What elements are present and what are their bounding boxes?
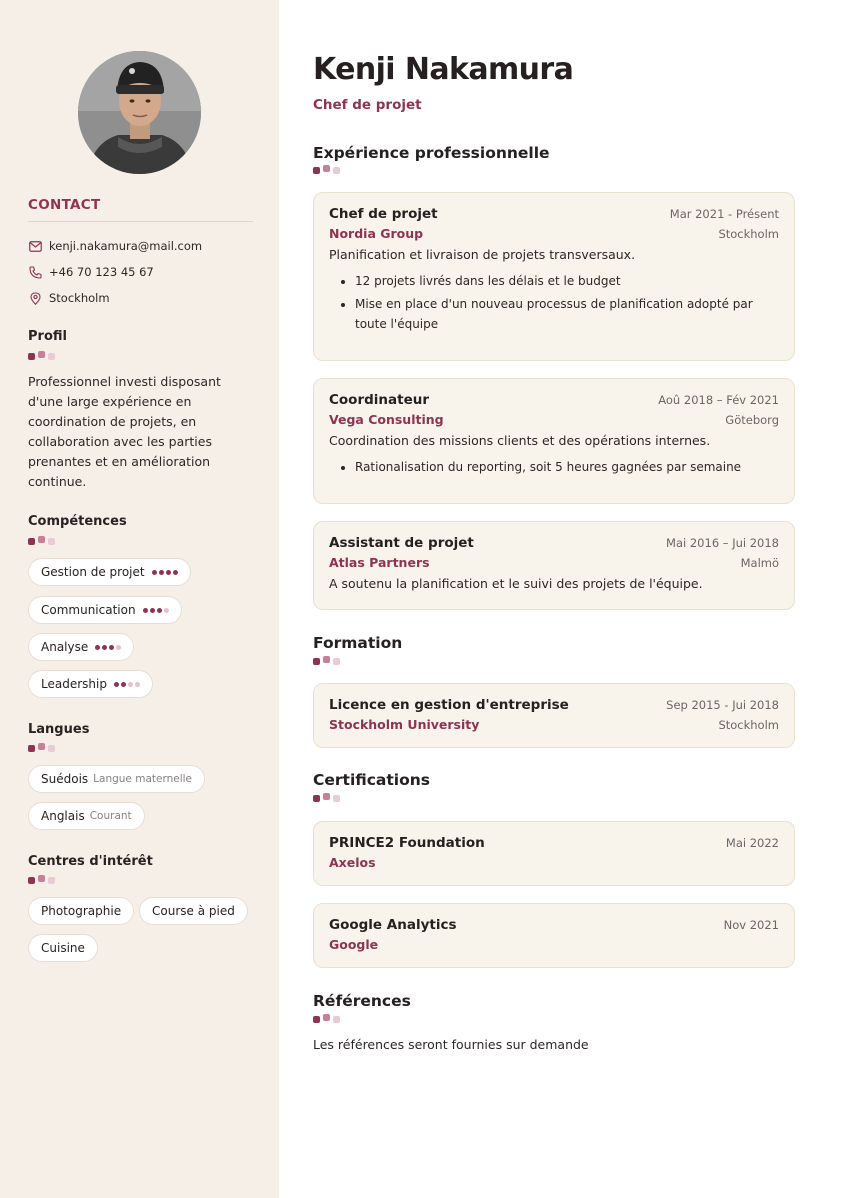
job-company: Atlas Partners: [329, 555, 430, 570]
job-bullets: [329, 457, 779, 477]
contact-list: [28, 233, 258, 311]
section-dots: [28, 745, 55, 752]
profile-photo-icon: [78, 51, 201, 174]
interest-pill: [28, 934, 98, 962]
references-heading: Références: [313, 992, 411, 1010]
mail-icon: [28, 239, 42, 253]
language-pill: [28, 802, 145, 830]
school-location: Stockholm: [718, 718, 779, 732]
references-text: Les références seront fournies sur demande: [313, 1037, 589, 1052]
job-dates: Aoû 2018 – Fév 2021: [658, 393, 779, 407]
contact-phone-text: +46 70 123 45 67: [49, 265, 154, 279]
certification-card: [313, 821, 795, 886]
section-dots: [28, 877, 55, 884]
interest-pill: [139, 897, 248, 925]
list-item: • 12 projets livrés dans les délais et le budget: [355, 271, 779, 291]
avatar: [78, 51, 201, 174]
language-pill: [28, 765, 205, 793]
phone-icon: [28, 265, 42, 279]
experience-heading: Expérience professionnelle: [313, 144, 550, 162]
certification-card: [313, 903, 795, 968]
list-item: • Rationalisation du reporting, soit 5 heures gagnées par semaine: [355, 457, 779, 477]
skill-name: Communication: [41, 603, 136, 617]
languages-heading: Langues: [28, 722, 90, 737]
skills-heading: Compétences: [28, 514, 127, 529]
certification-title: Google Analytics: [329, 917, 457, 933]
section-dots: [313, 795, 340, 802]
skill-pill: [28, 558, 191, 586]
contact-divider: [28, 221, 253, 222]
contact-phone[interactable]: [28, 259, 258, 285]
section-dots: [313, 167, 340, 174]
language-name: Anglais: [41, 809, 85, 823]
interest-name: Photographie: [41, 904, 122, 918]
interest-name: Cuisine: [41, 941, 85, 955]
contact-email[interactable]: [28, 233, 258, 259]
skill-pill: [28, 633, 134, 661]
language-name: Suédois: [41, 772, 89, 786]
job-description: A soutenu la planification et le suivi des projets de l'équipe.: [329, 576, 703, 591]
job-location: Malmö: [740, 556, 779, 570]
interests-heading: Centres d'intérêt: [28, 854, 153, 869]
job-title: Chef de projet: [329, 206, 438, 222]
job-description: Coordination des missions clients et des opérations internes.: [329, 433, 711, 448]
job-title: Coordinateur: [329, 392, 430, 408]
skill-level: [114, 682, 140, 687]
skill-name: Analyse: [41, 640, 89, 654]
job-bullets: [329, 271, 779, 334]
profile-heading: Profil: [28, 329, 67, 344]
skill-name: Leadership: [41, 677, 107, 691]
skill-pill: [28, 670, 153, 698]
certification-title: PRINCE2 Foundation: [329, 835, 485, 851]
contact-heading: CONTACT: [28, 197, 101, 213]
certification-issuer: Google: [329, 937, 379, 952]
contact-email-text: kenji.nakamura@mail.com: [49, 239, 203, 253]
section-dots: [313, 658, 340, 665]
job-dates: Mai 2016 – Jui 2018: [666, 536, 779, 550]
job-location: Stockholm: [718, 227, 779, 241]
certification-date: Mai 2022: [725, 836, 779, 850]
skill-level: [152, 570, 178, 575]
skill-name: Gestion de projet: [41, 565, 145, 579]
school-name: Stockholm University: [329, 717, 480, 732]
education-card: [313, 683, 795, 748]
profile-text: Professionnel investi disposant d'une large expérience en coordination de projets, en collaboration avec les parties prenantes et en amélioration continue.: [28, 374, 221, 489]
section-dots: [313, 1016, 340, 1023]
contact-location: [28, 285, 258, 311]
section-dots: [28, 538, 55, 545]
language-level: Courant: [89, 810, 132, 822]
certifications-heading: Certifications: [313, 771, 431, 789]
language-level: Langue maternelle: [93, 773, 192, 785]
job-dates: Mar 2021 - Présent: [669, 207, 779, 221]
education-heading: Formation: [313, 634, 403, 652]
skill-pill: [28, 596, 182, 624]
certification-date: Nov 2021: [723, 918, 779, 932]
experience-card: [313, 192, 795, 361]
job-title: Assistant de projet: [329, 535, 474, 551]
degree-dates: Sep 2015 - Jui 2018: [666, 698, 779, 712]
degree-title: Licence en gestion d'entreprise: [329, 697, 569, 713]
skill-level: [143, 608, 169, 613]
job-location: Göteborg: [725, 413, 779, 427]
list-item: • Mise en place d'un nouveau processus de planification adopté par toute l'équipe: [355, 294, 779, 334]
person-name: Kenji Nakamura: [313, 52, 574, 87]
job-company: Vega Consulting: [329, 412, 444, 427]
job-company: Nordia Group: [329, 226, 424, 241]
contact-location-text: Stockholm: [49, 291, 110, 305]
job-description: Planification et livraison de projets transversaux.: [329, 247, 636, 262]
section-dots: [28, 353, 55, 360]
person-role: Chef de projet: [313, 97, 422, 113]
location-pin-icon: [28, 291, 42, 305]
skill-level: [95, 645, 121, 650]
certification-issuer: Axelos: [329, 855, 376, 870]
interest-name: Course à pied: [152, 904, 235, 918]
experience-card: [313, 378, 795, 504]
interest-pill: [28, 897, 134, 925]
experience-card: [313, 521, 795, 610]
